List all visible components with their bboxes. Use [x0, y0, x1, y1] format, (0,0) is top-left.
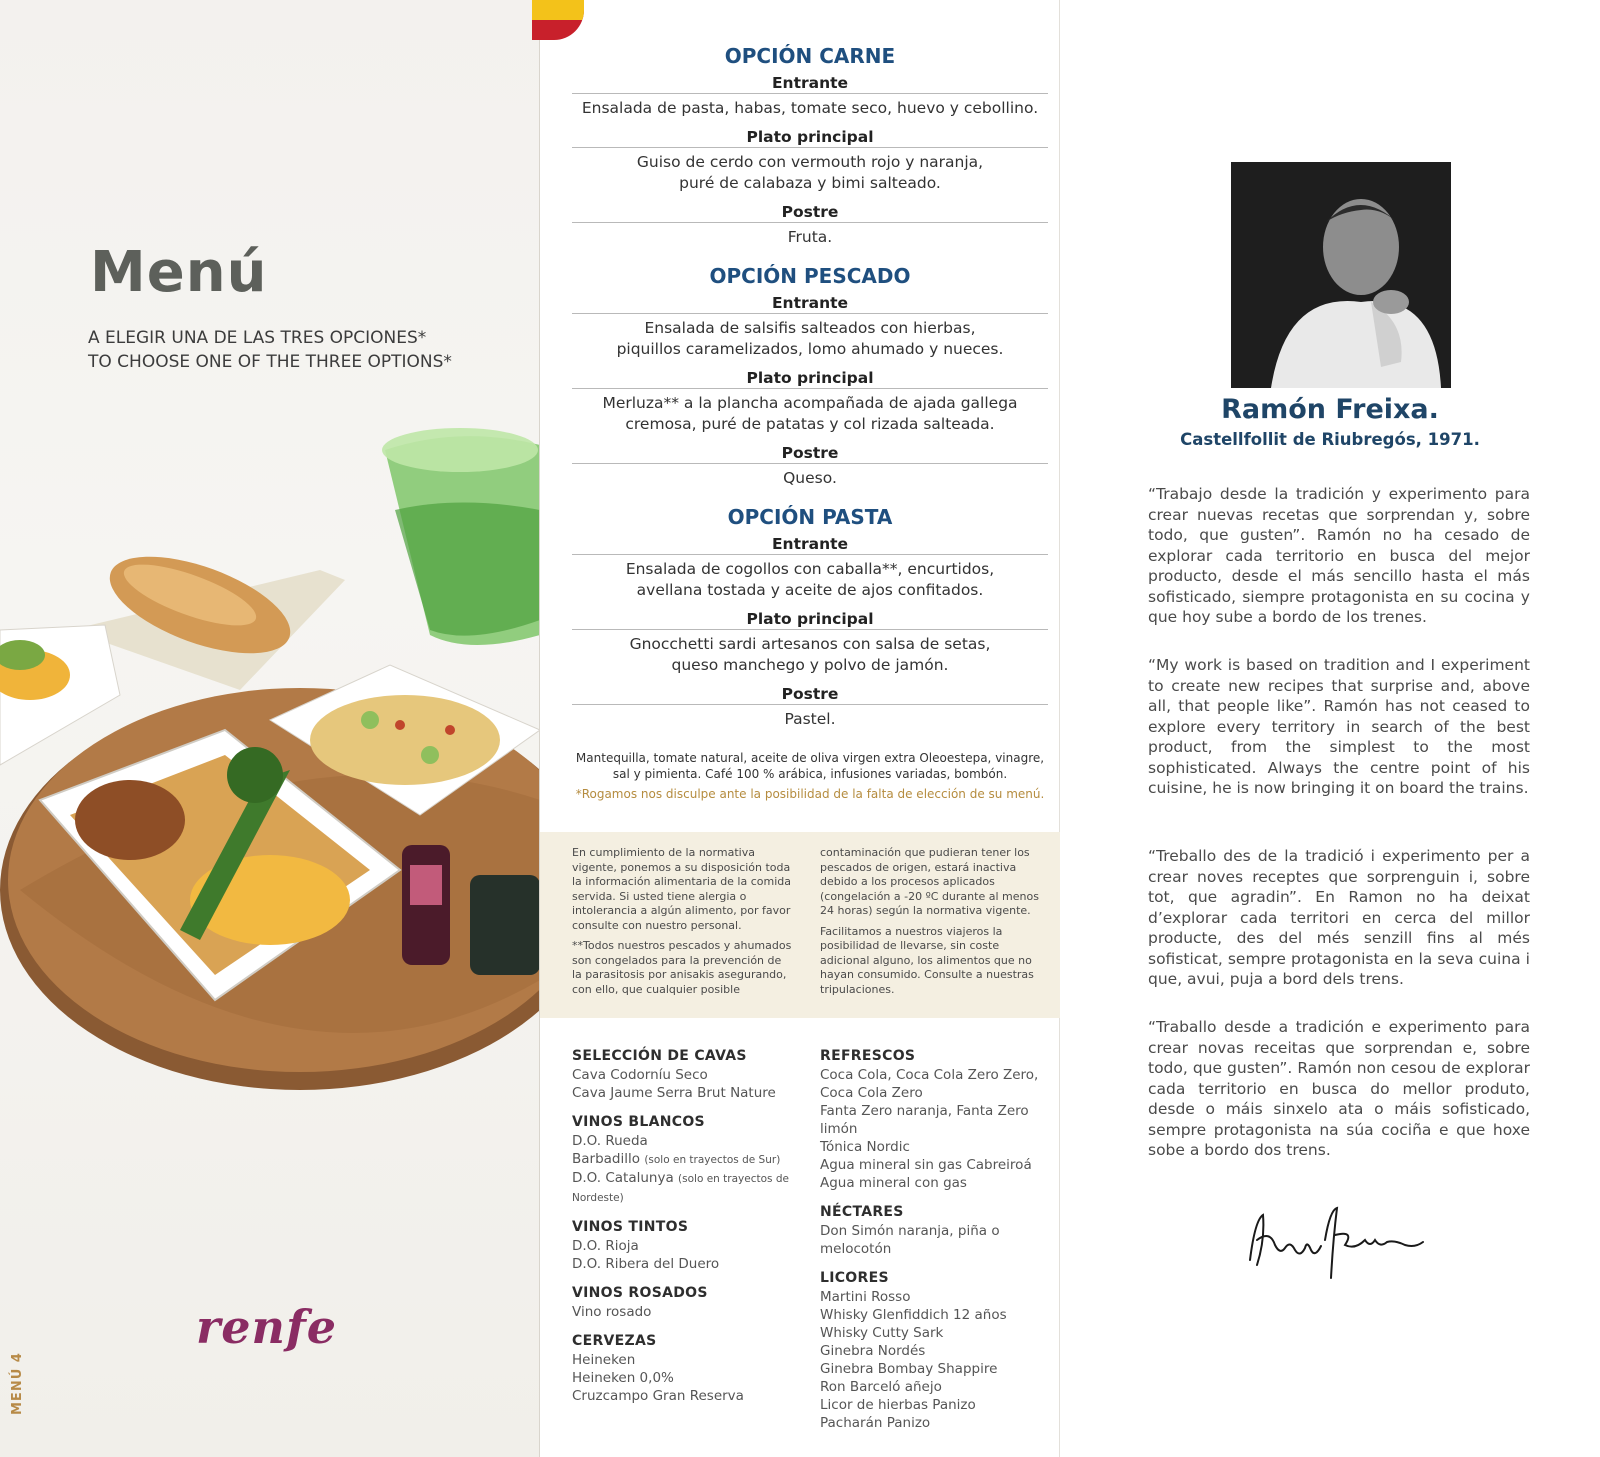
drink-item: Cava Jaume Serra Brut Nature: [572, 1085, 776, 1101]
course-label: Entrante: [572, 294, 1048, 314]
renfe-logo: renfe: [196, 1300, 338, 1354]
drink-item: Agua mineral con gas: [820, 1175, 967, 1191]
drink-note: (solo en trayectos de Nordeste): [572, 1173, 789, 1204]
subtitle-english: TO CHOOSE ONE OF THE THREE OPTIONS*: [88, 352, 452, 372]
drink-item: Tónica Nordic: [820, 1139, 910, 1155]
course-principal: [572, 610, 1048, 676]
drink-item: D.O. Rioja: [572, 1238, 639, 1254]
legal-paragraph: **Todos nuestros pescados y ahumados son congelados para la prevención de la parasitosis por anisakis asegurando, con ello, que cualquier posible: [572, 939, 792, 996]
course-text: Guiso de cerdo con vermouth rojo y naranja, puré de calabaza y bimi salteado.: [636, 153, 984, 192]
course-text: Gnocchetti sardi artesanos con salsa de setas, queso manchego y polvo de jamón.: [629, 635, 991, 674]
legal-paragraph: contaminación que pudieran tener los pescados de origen, estará inactiva debido a los procesos aplicados (congelación a -20 ºC durante al menos 24 horas) según la normativa vigente.: [820, 846, 1039, 917]
drink-item: Pacharán Panizo: [820, 1415, 931, 1431]
menu-title: Menú: [90, 240, 268, 305]
drinks-column-right: [820, 1048, 1060, 1444]
drink-item: Coca Cola, Coca Cola Zero Zero,: [820, 1067, 1039, 1083]
drink-item: [572, 1169, 812, 1207]
drinks-heading: CERVEZAS: [572, 1333, 657, 1349]
drink-item: Whisky Cutty Sark: [820, 1325, 944, 1341]
allergen-legal-box: [540, 832, 1060, 1018]
course-postre: [572, 444, 1048, 489]
option-title-pasta: OPCIÓN PASTA: [727, 505, 893, 529]
chef-name: Ramón Freixa.: [1221, 394, 1439, 425]
drink-item: Fanta Zero naranja, Fanta Zero limón: [820, 1103, 1029, 1137]
drink-name: Barbadillo: [572, 1151, 641, 1167]
drinks-heading: SELECCIÓN DE CAVAS: [572, 1048, 747, 1064]
drink-item: D.O. Ribera del Duero: [572, 1256, 720, 1272]
drinks-heading: VINOS TINTOS: [572, 1219, 689, 1235]
drink-item: Cava Codorníu Seco: [572, 1067, 708, 1083]
drinks-group: [820, 1204, 1060, 1258]
drinks-group: [572, 1333, 812, 1405]
course-label: Postre: [572, 685, 1048, 705]
menu-panel: [540, 0, 1060, 1457]
drink-item: Heineken 0,0%: [572, 1370, 674, 1386]
course-entrante: [572, 535, 1048, 601]
course-label: Plato principal: [572, 610, 1048, 630]
legal-column-right: [820, 846, 1042, 1003]
drinks-group: [820, 1270, 1060, 1432]
drinks-column-left: [572, 1048, 812, 1417]
drink-item: Heineken: [572, 1352, 636, 1368]
course-label: Postre: [572, 444, 1048, 464]
drink-item: Vino rosado: [572, 1304, 652, 1320]
drink-item: Ginebra Bombay Shappire: [820, 1361, 998, 1377]
chef-panel: [1060, 0, 1600, 1457]
chef-quote-galician: “Traballo desde a tradición e experimento para crear novas receitas que sorprendan e, sobre todo, que gusten”. Ramón non cesou de explorar cada territorio en busca do mellor produto, desde o máis sinxelo ata o máis sofisticado, sempre protagonista na súa cociña e que hoxe sobe a bordo dos trens.: [1148, 1018, 1530, 1159]
food-photo: [0, 420, 540, 1140]
drink-note: (solo en trayectos de Sur): [644, 1154, 781, 1166]
legal-column-left: [572, 846, 794, 1003]
drink-item: melocotón: [820, 1241, 892, 1257]
course-entrante: [572, 74, 1048, 119]
chef-quote-catalan: “Treballo des de la tradició i experimento per a crear noves receptes que sorprenguin i, sobre tot, que agradin”. En Ramon no ha deixat d’explorar cada territori en cerca del millor producte, des del més senzill fins al més sofisticat, sempre protagonista en la seva cuina i que, avui, puja a bord dels trens.: [1148, 847, 1530, 988]
course-postre: [572, 203, 1048, 248]
drinks-group: [572, 1048, 812, 1102]
drink-item: [572, 1150, 812, 1169]
drinks-heading: VINOS ROSADOS: [572, 1285, 708, 1301]
drink-item: Ginebra Nordés: [820, 1343, 926, 1359]
chef-signature: [1245, 1200, 1425, 1290]
course-text: Ensalada de pasta, habas, tomate seco, huevo y cebollino.: [581, 99, 1039, 117]
option-title-carne: OPCIÓN CARNE: [724, 44, 896, 68]
course-label: Postre: [572, 203, 1048, 223]
spain-flag-icon: [532, 0, 584, 40]
course-text: Fruta.: [787, 228, 833, 246]
extras-note: Mantequilla, tomate natural, aceite de oliva virgen extra Oleoestepa, vinagre, sal y pimienta. Café 100 % arábica, infusiones variadas, bombón.: [575, 751, 1045, 781]
chef-quote-english: “My work is based on tradition and I experiment to create new recipes that surprise and, above all, that people like”. Ramón has not ceased to explore every territory in search of the best product, from the simplest to the most sophisticated. Always the centre point of his cuisine, he is now bringing it on board the trains.: [1148, 656, 1530, 797]
course-text: Ensalada de salsifis salteados con hierbas, piquillos caramelizados, lomo ahumado y nueces.: [616, 319, 1004, 358]
chef-portrait: [1231, 162, 1451, 388]
course-text: Pastel.: [784, 710, 836, 728]
drinks-heading: NÉCTARES: [820, 1204, 904, 1220]
drink-item: Licor de hierbas Panizo: [820, 1397, 976, 1413]
course-entrante: [572, 294, 1048, 360]
course-principal: [572, 128, 1048, 194]
drink-name: D.O. Catalunya: [572, 1170, 674, 1186]
course-principal: [572, 369, 1048, 435]
menu-number: MENÚ 4: [10, 1352, 25, 1415]
drinks-group: [572, 1219, 812, 1273]
drinks-heading: LICORES: [820, 1270, 889, 1286]
chef-origin: Castellfollit de Riubregós, 1971.: [1180, 430, 1480, 449]
course-label: Plato principal: [572, 128, 1048, 148]
drinks-heading: REFRESCOS: [820, 1048, 916, 1064]
drink-item: Don Simón naranja, piña o: [820, 1223, 1000, 1239]
drink-item: D.O. Rueda: [572, 1133, 648, 1149]
drinks-heading: VINOS BLANCOS: [572, 1114, 705, 1130]
drinks-group: [572, 1285, 812, 1321]
legal-paragraph: Facilitamos a nuestros viajeros la posibilidad de llevarse, sin coste adicional alguno, los alimentos que no hayan consumido. Consulte a nuestras tripulaciones.: [820, 924, 1034, 996]
drinks-group: [572, 1114, 812, 1207]
course-label: Plato principal: [572, 369, 1048, 389]
course-text: Ensalada de cogollos con caballa**, encurtidos, avellana tostada y aceite de ajos confitados.: [625, 560, 995, 599]
subtitle-spanish: A ELEGIR UNA DE LAS TRES OPCIONES*: [88, 328, 427, 348]
chef-quote-spanish: “Trabajo desde la tradición y experimento para crear nuevas recetas que sorprendan y, sobre todo, que gusten”. Ramón no ha cesado de explorar cada territorio en busca del mejor producto, desde el más sencillo hasta el más sofisticado, siempre protagonista en su cocina y que hoy sube a bordo de los trenes.: [1148, 485, 1530, 626]
drink-item: Martini Rosso: [820, 1289, 911, 1305]
drink-item: Whisky Glenfiddich 12 años: [820, 1307, 1007, 1323]
drink-item: Ron Barceló añejo: [820, 1379, 942, 1395]
cover-panel: [0, 0, 540, 1457]
apology-note: *Rogamos nos disculpe ante la posibilidad de la falta de elección de su menú.: [575, 787, 1045, 801]
drink-item: Coca Cola Zero: [820, 1085, 923, 1101]
course-text: Merluza** a la plancha acompañada de ajada gallega cremosa, puré de patatas y col rizada salteada.: [602, 394, 1018, 433]
legal-paragraph: En cumplimiento de la normativa vigente, ponemos a su disposición toda la información alimentaria de la comida servida. Si usted tiene alergia o intolerancia a algún alimento, por favor consulte con nuestro personal.: [572, 846, 792, 932]
drinks-group: [820, 1048, 1060, 1192]
course-label: Entrante: [572, 74, 1048, 94]
course-postre: [572, 685, 1048, 730]
drink-item: Cruzcampo Gran Reserva: [572, 1388, 744, 1404]
drink-item: Agua mineral sin gas Cabreiroá: [820, 1157, 1032, 1173]
option-title-pescado: OPCIÓN PESCADO: [709, 264, 911, 288]
course-text: Queso.: [783, 469, 837, 487]
course-label: Entrante: [572, 535, 1048, 555]
